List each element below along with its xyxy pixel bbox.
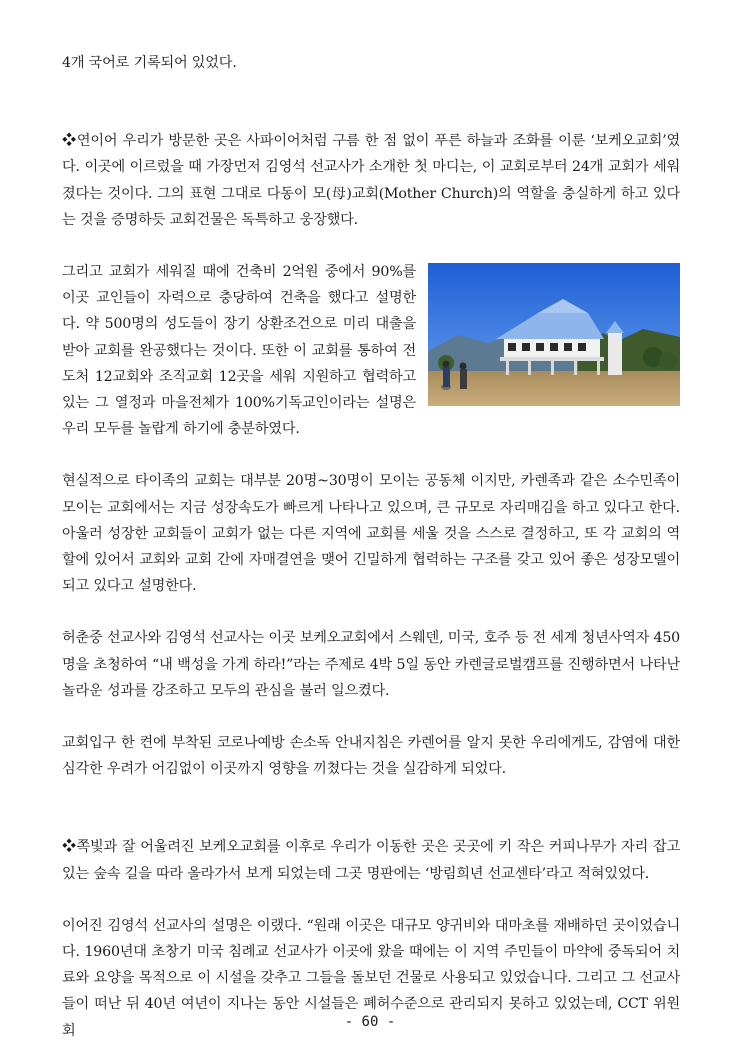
paragraph: ❖연이어 우리가 방문한 곳은 사파이어처럼 구름 한 점 없이 푸른 하늘과 조화를 이룬 ‘보케오교회’였다. 이곳에 이르렀을 때 가장먼저 김영석 선교사가 소개한 첫 마디는, 이 교회로부터 24개 교회가 세워졌다는 것이다. 그의 표현 그대로 다동이 모(母)교회(Mother Church)의 역할을 충실하게 하고 있다는 것을 증명하듯 교회건물은 독특하고 웅장했다. [62, 133, 680, 228]
paragraph: 현실적으로 타이족의 교회는 대부분 20명~30명이 모이는 공동체 이지만, 카렌족과 같은 소수민족이 모이는 교회에서는 지금 성장속도가 빠르게 나타나고 있으며, 큰 규모로 자리매김을 하고 있다고 한다. 아울러 성장한 교회들이 교회가 없는 다른 지역에 교회를 세울 것을 스스로 결정하고, 또 각 교회의 역할에 있어서 교회와 교회 간에 자매결연을 맺어 긴밀하게 협력하는 구조를 갖고 있어 좋은 성장모델이 되고 있다고 설명한다. [62, 473, 680, 595]
church-photo [428, 263, 680, 406]
paragraph: ❖쪽빛과 잘 어울려진 보케오교회를 이후로 우리가 이동한 곳은 곳곳에 키 작은 커피나무가 자리 잡고 있는 숲속 길을 따라 올라가서 보게 되었는데 그곳 명판에는 ‘방림희년 선교센타’라고 적혀있었다. [62, 839, 680, 882]
paragraph: 4개 국어로 기록되어 있었다. [62, 55, 237, 71]
paragraph: 허춘중 선교사와 김영석 선교사는 이곳 보케오교회에서 스웨덴, 미국, 호주 등 전 세계 청년사역자 450명을 초청하여 “내 백성을 가게 하라!”라는 주제로 4박 5일 동안 카렌글로벌캠프를 진행하면서 나타난 놀라운 성과를 강조하고 모두의 관심을 불러 일으켰다. [62, 630, 680, 699]
paragraph: 이어진 김영석 선교사의 설명은 이랬다. “원래 이곳은 대규모 양귀비와 대마초를 재배하던 곳이었습니다. 1960년대 초창기 미국 침례교 선교사가 이곳에 왔을 때에는 이 지역 주민들이 마약에 중독되어 치료와 요양을 목적으로 이 시설을 갖추고 그들을 돌보던 건물로 사용되고 있었습니다. 그리고 그 선교사들이 떠난 뒤 40년 여년이 지나는 동안 시설들은 폐허수준으로 관리되지 못하고 있었는데, CCT 위원회 [62, 917, 680, 1039]
document-body [62, 50, 680, 1044]
paragraph: 교회입구 한 켠에 부착된 코로나예방 손소독 안내지침은 카렌어를 알지 못한 우리에게도, 감염에 대한 심각한 우려가 어김없이 이곳까지 영향을 끼쳤다는 것을 실감하게 되었다. [62, 735, 680, 778]
page-number: - 60 - [344, 1014, 396, 1030]
paragraph: 그리고 교회가 세워질 때에 건축비 2억원 중에서 90%를 이곳 교인들이 자력으로 충당하여 건축을 했다고 설명한다. 약 500명의 성도들이 장기 상환조건으로 미리 대출을 받아 교회를 완공했다는 것이다. 또한 이 교회를 통하여 전도처 12교회와 조직교회 12곳을 세워 지원하고 협력하고 있는 그 열정과 마을전체가 100%기독교인이라는 설명은 우리 모두를 놀랍게 하기에 충분하였다. [62, 264, 416, 438]
